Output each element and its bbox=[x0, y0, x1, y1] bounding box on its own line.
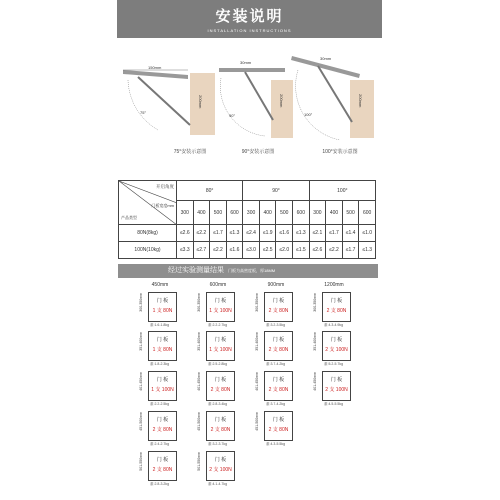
diagram-90 bbox=[215, 58, 295, 150]
diagram-100 bbox=[290, 52, 380, 150]
value-cell: ≤1.7 bbox=[342, 242, 359, 259]
door-label: 门 板 bbox=[214, 417, 227, 423]
weight-label: 重:2.2-2.7kg bbox=[208, 323, 228, 327]
door-label: 门 板 bbox=[272, 377, 285, 383]
door-label: 门 板 bbox=[272, 417, 285, 423]
diagram-90-caption: 90°安装示意图 bbox=[241, 149, 275, 155]
value-cell: ≤2.2 bbox=[210, 242, 227, 259]
diagram-90-width: 30mm bbox=[240, 60, 252, 65]
door-card bbox=[148, 292, 177, 322]
door-card bbox=[264, 292, 293, 322]
quantity-label: 2 支 80N bbox=[268, 387, 289, 393]
column-600: 600mm bbox=[209, 282, 227, 288]
diagram-75 bbox=[118, 55, 218, 150]
table-corner bbox=[119, 181, 177, 225]
width-cell: 300 bbox=[309, 201, 326, 225]
value-cell: ≤2.1 bbox=[309, 225, 326, 242]
weight-label: 重:5.2-5.7kg bbox=[324, 362, 344, 366]
width-cell: 500 bbox=[210, 201, 227, 225]
angle-90: 90° bbox=[243, 181, 309, 201]
value-cell: ≤2.5 bbox=[259, 242, 276, 259]
door-label: 门 板 bbox=[156, 377, 169, 383]
weight-label: 重:1.6-1.8kg bbox=[150, 323, 170, 327]
range-label: 351-400mm bbox=[139, 332, 143, 351]
range-label: 451-500mm bbox=[255, 412, 259, 431]
door-card bbox=[148, 411, 177, 441]
weight-label: 重:3.7-4.2kg bbox=[266, 402, 286, 406]
quantity-label: 2 支 80N bbox=[268, 347, 289, 353]
range-label: 351-400mm bbox=[313, 332, 317, 351]
range-label: 401-450mm bbox=[255, 372, 259, 391]
type-cell: 100N(10kg) bbox=[119, 242, 177, 259]
column-1200: 1200mm bbox=[324, 282, 344, 288]
quantity-label: 2 支 80N bbox=[326, 308, 347, 314]
diagram-75-drawing bbox=[118, 55, 218, 150]
value-cell: ≤1.6 bbox=[276, 225, 293, 242]
value-cell: ≤2.2 bbox=[193, 225, 210, 242]
results-title: 经过实验测量结果 bbox=[168, 267, 224, 274]
value-cell: ≤1.9 bbox=[259, 225, 276, 242]
weight-label: 重:1.8-2.3kg bbox=[150, 362, 170, 366]
quantity-label: 2 支 100N bbox=[325, 347, 348, 353]
diagram-75-caption: 75°安装示意图 bbox=[173, 149, 207, 155]
results-banner bbox=[118, 264, 378, 278]
width-cell: 500 bbox=[342, 201, 359, 225]
value-cell: ≤2.2 bbox=[326, 242, 343, 259]
quantity-label: 1 支 100N bbox=[209, 347, 232, 353]
width-cell: 600 bbox=[226, 201, 243, 225]
width-cell: 300 bbox=[177, 201, 194, 225]
quantity-label: 2 支 80N bbox=[210, 427, 231, 433]
door-card bbox=[322, 292, 351, 322]
range-label: 451-500mm bbox=[139, 412, 143, 431]
value-cell: ≤1.7 bbox=[326, 225, 343, 242]
diagram-75-height: 200mm bbox=[198, 95, 203, 109]
value-cell: ≤1.5 bbox=[293, 242, 310, 259]
door-label: 门 板 bbox=[214, 337, 227, 343]
table-row-100n bbox=[119, 242, 376, 259]
angle-100: 100° bbox=[309, 181, 375, 201]
door-label: 门 板 bbox=[272, 298, 285, 304]
diagram-100-angle: 100° bbox=[304, 112, 313, 117]
weight-label: 重:2.5-2.8kg bbox=[208, 362, 228, 366]
width-cell: 600 bbox=[293, 201, 310, 225]
value-cell: ≤1.3 bbox=[293, 225, 310, 242]
width-cell: 300 bbox=[243, 201, 260, 225]
value-cell: ≤1.6 bbox=[226, 242, 243, 259]
door-card bbox=[148, 371, 177, 401]
door-card bbox=[206, 411, 235, 441]
door-card bbox=[206, 292, 235, 322]
door-label: 门 板 bbox=[214, 377, 227, 383]
width-cell: 400 bbox=[193, 201, 210, 225]
door-label: 门 板 bbox=[156, 457, 169, 463]
range-label: 351-400mm bbox=[255, 332, 259, 351]
quantity-label: 2 支 80N bbox=[152, 467, 173, 473]
diagram-100-width: 30mm bbox=[320, 56, 332, 61]
column-450: 450mm bbox=[151, 282, 169, 288]
quantity-label: 1 支 80N bbox=[152, 308, 173, 314]
value-cell: ≤2.6 bbox=[177, 225, 194, 242]
door-label: 门 板 bbox=[330, 298, 343, 304]
quantity-label: 1 支 100N bbox=[209, 308, 232, 314]
range-label: 401-450mm bbox=[197, 372, 201, 391]
spec-table bbox=[118, 180, 376, 259]
angle-80: 80° bbox=[177, 181, 243, 201]
value-cell: ≤1.7 bbox=[210, 225, 227, 242]
value-cell: ≤2.6 bbox=[309, 242, 326, 259]
corner-type-label: 产品类型 bbox=[121, 215, 137, 220]
value-cell: ≤2.4 bbox=[243, 225, 260, 242]
quantity-label: 2 支 100N bbox=[209, 467, 232, 473]
width-cell: 500 bbox=[276, 201, 293, 225]
value-cell: ≤2.7 bbox=[193, 242, 210, 259]
door-label: 门 板 bbox=[330, 337, 343, 343]
range-label: 451-500mm bbox=[197, 412, 201, 431]
range-label: 300-350mm bbox=[139, 293, 143, 312]
column-900: 900mm bbox=[267, 282, 285, 288]
door-label: 门 板 bbox=[272, 337, 285, 343]
door-label: 门 板 bbox=[156, 298, 169, 304]
diagram-90-height: 200mm bbox=[279, 94, 284, 108]
door-card bbox=[206, 451, 235, 481]
quantity-label: 2 支 100N bbox=[325, 387, 348, 393]
weight-label: 重:4.1-4.7kg bbox=[208, 482, 228, 486]
quantity-label: 2 支 80N bbox=[268, 308, 289, 314]
door-label: 门 板 bbox=[156, 417, 169, 423]
value-cell: ≤1.3 bbox=[226, 225, 243, 242]
quantity-label: 1 支 80N bbox=[152, 347, 173, 353]
door-card bbox=[264, 411, 293, 441]
door-label: 门 板 bbox=[330, 377, 343, 383]
range-label: 300-350mm bbox=[197, 293, 201, 312]
range-label: 300-350mm bbox=[255, 293, 259, 312]
width-cell: 400 bbox=[259, 201, 276, 225]
range-label: 300-350mm bbox=[313, 293, 317, 312]
range-label: 501-550mm bbox=[197, 452, 201, 471]
weight-label: 重:4.5-5.5kg bbox=[324, 402, 344, 406]
weight-label: 重:3.2-3.7kg bbox=[208, 442, 228, 446]
door-card bbox=[264, 331, 293, 361]
value-cell: ≤1.4 bbox=[342, 225, 359, 242]
door-card bbox=[206, 371, 235, 401]
weight-label: 重:4.3-5.5kg bbox=[266, 442, 286, 446]
door-label: 门 板 bbox=[214, 298, 227, 304]
banner-title: 安装说明 bbox=[215, 8, 284, 25]
door-card bbox=[322, 331, 351, 361]
range-label: 351-400mm bbox=[197, 332, 201, 351]
door-card bbox=[264, 371, 293, 401]
weight-label: 重:3.7-4.2kg bbox=[266, 362, 286, 366]
door-card bbox=[148, 451, 177, 481]
instructions-banner bbox=[117, 0, 382, 38]
quantity-label: 1 支 100N bbox=[151, 387, 174, 393]
weight-label: 重:2.8-3.4kg bbox=[208, 402, 228, 406]
value-cell: ≤3.0 bbox=[243, 242, 260, 259]
width-cell: 600 bbox=[359, 201, 376, 225]
corner-angle-label: 开启角度 bbox=[156, 184, 174, 189]
value-cell: ≤1.3 bbox=[359, 242, 376, 259]
value-cell: ≤3.3 bbox=[177, 242, 194, 259]
weight-label: 重:4.3-4.9kg bbox=[324, 323, 344, 327]
weight-label: 重:2.8-3.2kg bbox=[150, 482, 170, 486]
range-label: 401-450mm bbox=[313, 372, 317, 391]
banner-subtitle: INSTALLATION INSTRUCTIONS bbox=[207, 28, 292, 33]
weight-label: 重:3.2-3.5kg bbox=[266, 323, 286, 327]
door-label: 门 板 bbox=[156, 337, 169, 343]
value-cell: ≤1.0 bbox=[359, 225, 376, 242]
quantity-label: 2 支 80N bbox=[210, 387, 231, 393]
diagram-90-angle: 90° bbox=[229, 113, 236, 118]
weight-label: 重:2.2-2.5kg bbox=[150, 402, 170, 406]
door-card bbox=[206, 331, 235, 361]
corner-width-label: 门板宽度mm bbox=[151, 203, 174, 208]
diagram-100-height: 200mm bbox=[358, 94, 363, 108]
type-cell: 80N(8kg) bbox=[119, 225, 177, 242]
door-card bbox=[148, 331, 177, 361]
door-card bbox=[322, 371, 351, 401]
range-label: 501-550mm bbox=[139, 452, 143, 471]
range-label: 401-450mm bbox=[139, 372, 143, 391]
results-note: 门板为高密度板，厚18MM bbox=[228, 268, 276, 273]
diagram-75-angle: 75° bbox=[140, 110, 147, 115]
door-label: 门 板 bbox=[214, 457, 227, 463]
table-row-80n bbox=[119, 225, 376, 242]
value-cell: ≤2.0 bbox=[276, 242, 293, 259]
diagram-75-width: 150mm bbox=[148, 65, 162, 70]
diagram-100-drawing bbox=[290, 52, 380, 150]
width-cell: 400 bbox=[326, 201, 343, 225]
quantity-label: 2 支 80N bbox=[268, 427, 289, 433]
weight-label: 重:2.4-2.7kg bbox=[150, 442, 170, 446]
diagram-100-caption: 100°安装示意图 bbox=[322, 149, 358, 155]
quantity-label: 2 支 80N bbox=[152, 427, 173, 433]
